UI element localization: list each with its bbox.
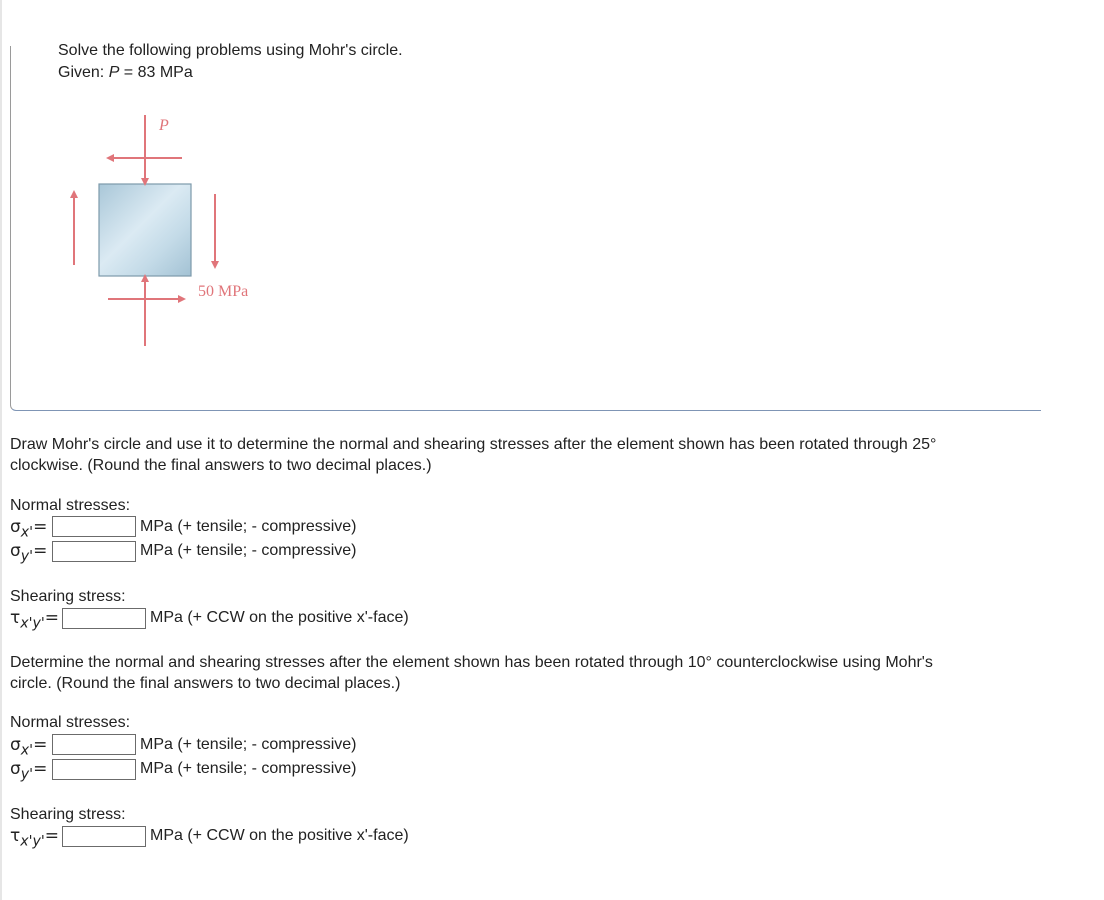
part1-sigma-y-label: $\sigma_{y'}=$ (10, 541, 48, 565)
part1-shear-heading: Shearing stress: (10, 588, 126, 605)
part1-sigma-y-unit: MPa (+ tensile; - compressive) (140, 542, 357, 559)
part2-sigma-x-input[interactable] (52, 734, 136, 755)
part2-sigma-y-label: $\sigma_{y'}=$ (10, 759, 48, 783)
part2-tau-label: $\tau_{x'y'}=$ (10, 826, 60, 850)
part2-instruction (10, 652, 1070, 694)
part2-sigma-y-unit: MPa (+ tensile; - compressive) (140, 760, 357, 777)
part2-instruction-line2: circle. (Round the final answers to two decimal places.) (10, 675, 401, 692)
part2-tau-unit: MPa (+ CCW on the positive x'-face) (150, 827, 409, 844)
stress-element-figure (60, 110, 300, 355)
page-left-border (0, 0, 2, 900)
given-text (58, 64, 193, 82)
part1-instruction-line1: Draw Mohr's circle and use it to determine the normal and shearing stresses after the element shown has been rotated through 25° (10, 436, 937, 453)
part2-instruction-line1: Determine the normal and shearing stresses after the element shown has been rotated through 10° counterclockwise using Mohr's (10, 654, 933, 671)
part1-tau-label: $\tau_{x'y'}=$ (10, 608, 60, 632)
part1-normal-heading: Normal stresses: (10, 497, 131, 514)
p-label: P (159, 117, 169, 134)
part1-sigma-x-label: $\sigma_{x'}=$ (10, 517, 48, 541)
part1-sigma-x-input[interactable] (52, 516, 136, 537)
part2-sigma-y-input[interactable] (52, 759, 136, 780)
given-prefix: Given: (58, 64, 109, 81)
given-value: = 83 MPa (119, 64, 193, 81)
given-variable: P (108, 64, 120, 81)
part1-sigma-x-unit: MPa (+ tensile; - compressive) (140, 518, 357, 535)
part2-shear-heading: Shearing stress: (10, 806, 126, 823)
part2-sigma-x-label: $\sigma_{x'}=$ (10, 735, 48, 759)
shear-value-label: 50 MPa (198, 283, 249, 300)
part2-sigma-x-unit: MPa (+ tensile; - compressive) (140, 736, 357, 753)
intro-text: Solve the following problems using Mohr's circle. (58, 42, 403, 59)
part2-normal-heading: Normal stresses: (10, 714, 131, 731)
part1-sigma-y-input[interactable] (52, 541, 136, 562)
part1-tau-input[interactable] (62, 608, 146, 629)
stress-element-square (99, 184, 191, 276)
part2-tau-input[interactable] (62, 826, 146, 847)
part1-instruction (10, 434, 1070, 476)
part1-tau-unit: MPa (+ CCW on the positive x'-face) (150, 609, 409, 626)
part1-instruction-line2: clockwise. (Round the final answers to two decimal places.) (10, 457, 432, 474)
